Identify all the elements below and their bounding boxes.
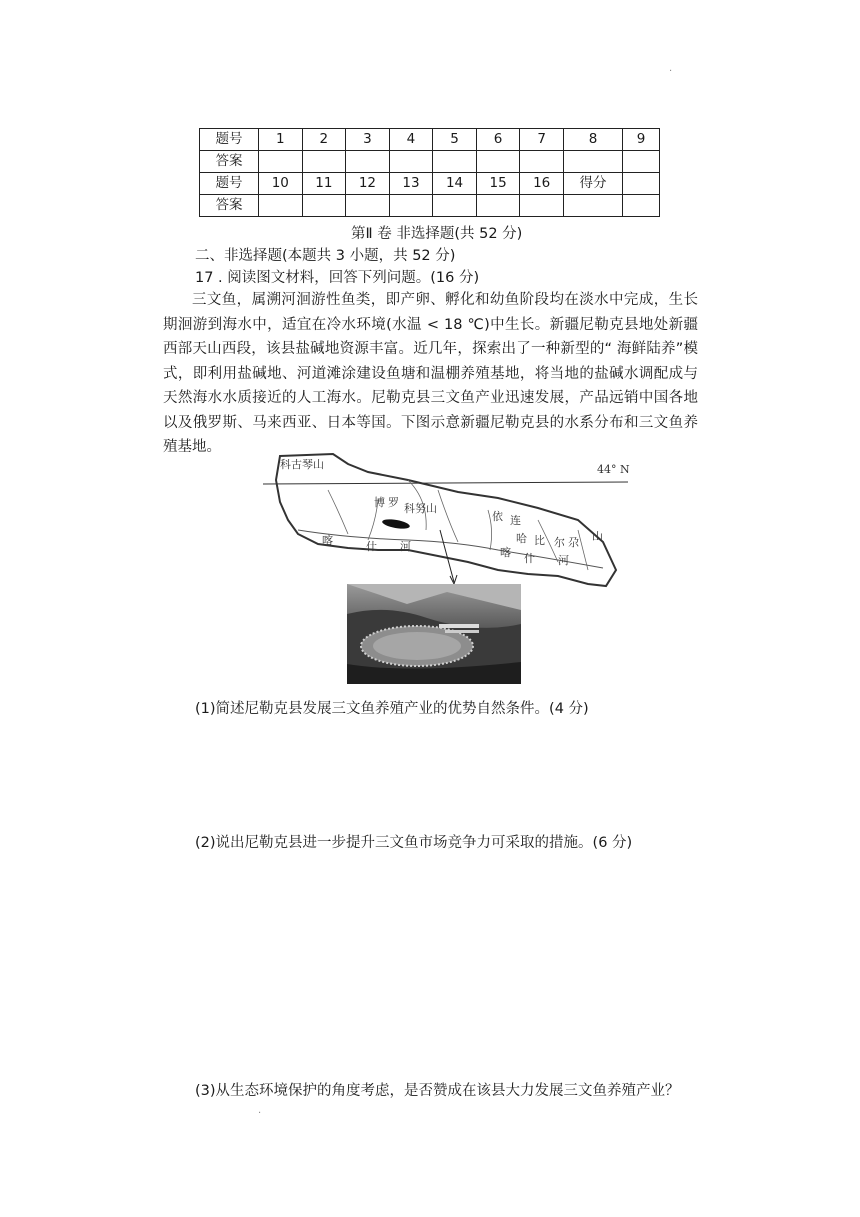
map-label: 科努山: [404, 502, 437, 515]
map-label: 罗: [388, 496, 399, 509]
table-cell: 答案: [200, 195, 259, 217]
table-cell: 5: [433, 129, 477, 151]
map-label: 喀: [322, 534, 333, 547]
table-cell: 8: [564, 129, 623, 151]
latitude-label: 44° N: [597, 463, 630, 476]
table-cell: [520, 195, 564, 217]
table-cell: 9: [623, 129, 660, 151]
table-cell: [623, 195, 660, 217]
map-label: 博: [374, 496, 385, 509]
table-row: [200, 151, 660, 173]
table-cell: [346, 195, 390, 217]
fish-farm-photo: [347, 584, 521, 684]
table-cell: 16: [520, 173, 564, 195]
map-label: 依: [492, 510, 503, 523]
map-label: 河: [558, 554, 569, 567]
map-label: 什: [366, 540, 377, 553]
table-cell: [564, 195, 623, 217]
table-cell: [623, 173, 660, 195]
table-cell: [259, 151, 303, 173]
table-cell: [389, 151, 433, 173]
table-cell: [564, 151, 623, 173]
map-label: 连: [510, 514, 521, 527]
table-cell: 题号: [200, 129, 259, 151]
table-cell: 11: [302, 173, 346, 195]
table-cell: 14: [433, 173, 477, 195]
answer-table: [199, 128, 660, 217]
table-cell: [433, 151, 477, 173]
table-cell: 得分: [564, 173, 623, 195]
fish-pond-image: [347, 584, 521, 684]
table-cell: [520, 151, 564, 173]
table-cell: [346, 151, 390, 173]
corner-dot: ·: [669, 66, 673, 77]
table-cell: 4: [389, 129, 433, 151]
passage: 三文鱼，属溯河洄游性鱼类，即产卵、孵化和幼鱼阶段均在淡水中完成，生长期洄游到海水中，适宜在冷水环境(水温 < 18 ℃)中生长。新疆尼勒克县地处新疆西部天山西段，该县盐碱地资源丰富。近几年，探索出了一种新型的“ 海鲜陆养”模式，即利用盐碱地、河道滩涂建设鱼塘和温棚养殖基地，将当地的盐碱水调配成与天然海水水质接近的人工海水。尼勒克县三文鱼产业迅速发展，产品远销中国各地以及俄罗斯、马来西亚、日本等国。下图示意新疆尼勒克县的水系分布和三文鱼养殖基地。: [163, 292, 698, 455]
map-label: 科古琴山: [280, 458, 324, 471]
section-title: 第Ⅱ 卷 非选择题(共 52 分): [351, 226, 523, 242]
map-label: 山: [592, 530, 603, 543]
map-label: 尕: [568, 536, 579, 549]
map-figure: [258, 450, 633, 686]
question-17-stem: 17 . 阅读图文材料，回答下列问题。(16 分): [195, 270, 480, 286]
table-cell: 1: [259, 129, 303, 151]
map-label: 比: [534, 534, 545, 547]
question-17-1: (1)简述尼勒克县发展三文鱼养殖产业的优势自然条件。(4 分): [195, 701, 589, 717]
table-cell: [259, 195, 303, 217]
table-cell: [623, 151, 660, 173]
table-cell: 题号: [200, 173, 259, 195]
table-cell: 7: [520, 129, 564, 151]
table-cell: [433, 195, 477, 217]
table-row: [200, 195, 660, 217]
table-cell: [302, 195, 346, 217]
table-cell: 10: [259, 173, 303, 195]
table-cell: 13: [389, 173, 433, 195]
question-17-3: (3)从生态环境保护的角度考虑，是否赞成在该县大力发展三文鱼养殖产业？: [195, 1083, 680, 1099]
table-row: [200, 173, 660, 195]
map-label: 哈: [516, 532, 527, 545]
table-cell: 15: [476, 173, 520, 195]
table-cell: 3: [346, 129, 390, 151]
table-cell: 6: [476, 129, 520, 151]
table-cell: [476, 195, 520, 217]
table-cell: [302, 151, 346, 173]
table-row: [200, 129, 660, 151]
map-label: 尔: [554, 536, 565, 549]
map-label: 喀: [500, 546, 511, 559]
map-label: 河: [400, 540, 411, 553]
table-cell: [389, 195, 433, 217]
table-cell: 答案: [200, 151, 259, 173]
table-cell: 12: [346, 173, 390, 195]
table-cell: 2: [302, 129, 346, 151]
table-cell: [476, 151, 520, 173]
bottom-dot: ·: [258, 1108, 262, 1119]
map-label: 什: [524, 552, 535, 565]
section-intro: 二、非选择题(本题共 3 小题，共 52 分): [195, 248, 456, 264]
question-17-2: (2)说出尼勒克县进一步提升三文鱼市场竞争力可采取的措施。(6 分): [195, 835, 633, 851]
